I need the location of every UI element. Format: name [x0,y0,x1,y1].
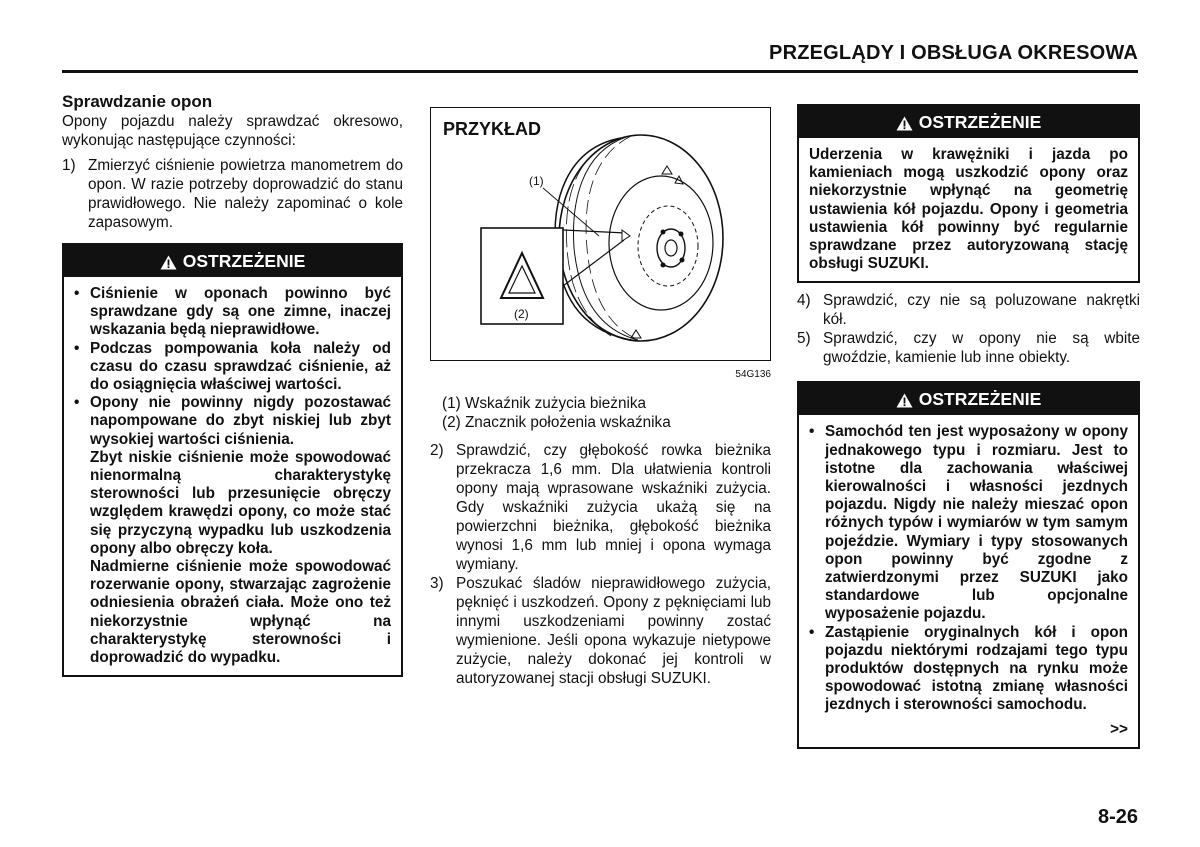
page-header-title: PRZEGLĄDY I OBSŁUGA OKRESOWA [769,42,1138,64]
step-text: Sprawdzić, czy nie są poluzowane nakrętki kół. [823,292,1140,329]
warning-box [797,104,1140,283]
warning-body [799,415,1138,746]
caption-item: (2) Znacznik położenia wskaźnika [442,414,671,431]
warning-bullet [74,340,391,395]
warning-bullet [809,423,1128,623]
step-text: Sprawdzić, czy głębokość rowka bieżnika przekracza 1,6 mm. Dla ułatwienia kontroli opony mają wprasowane wskaźniki zużycia. Gdy wskaźniki zużycia ukażą się na powierzchni bieżnika, głębokość bieżnika wynosi 1,6 mm lub mniej i opona wymaga wymiany. [456,442,771,573]
bullet-text: Podczas pompowania koła należy od czasu do czasu sprawdzać ciśnienie, aż do osiągnięcia właściwej wartości. [90,339,391,394]
step-text: Zmierzyć ciśnienie powietrza manometrem do opon. W razie potrzeby doprowadzić do stanu prawidłowego. Nie należy zapominać o kole zapasowym. [88,157,403,231]
page-number: 8-26 [1097,806,1138,828]
bullet-text: Zastąpienie oryginalnych kół i opon pojazdu niektórymi rodzajami tego typu produktów dostępnych na rynku może spowodować istotną zmianę własności jezdnych i sterowności samochodu. [825,623,1128,714]
column-left [62,92,403,677]
warning-triangle-icon [896,393,913,408]
callout-1-label: (1) [529,174,544,188]
bullet-text: Samochód ten jest wyposażony w opony jednakowego typu i rozmiaru. Jest to istotne dla zachowania właściwej kierowalności i własności jezdnych pojazdu. Nigdy nie należy mieszać opon różnych typów i wymiarów w tym samym pojeździe. Wymiary i typy stosowanych opon powinny być zgodne z zatwierdzonymi przez SUZUKI jako standardowe lub opcjonalne wyposażenie pojazdu. [825,423,1128,623]
step-item [62,156,403,232]
step-text: Poszukać śladów nieprawidłowego zużycia, pęknięć i uszkodzeń. Opony z pęknięciami lub innymi uszkodzeniami powinny zostać wymienione. Jeśli opona wykazuje nietypowe zużycie, należy dokonać jej kontroli w autoryzowanej stacji obsługi SUZUKI. [456,575,771,687]
warning-bullet [74,285,391,340]
step-number: 3) [430,575,444,592]
step-number: 4) [797,292,811,310]
bullet-dot: • [809,623,815,641]
step-item [430,441,771,574]
warning-heading: OSTRZEŻENIE [918,112,1042,132]
warning-body [64,277,401,675]
tire-illustration [431,108,770,358]
figure-code: 54G136 [735,369,771,380]
section-intro: Opony pojazdu należy sprawdzać okresowo, wykonując następujące czynności: [62,113,403,149]
callout-2-label: (2) [514,307,529,321]
bullet-text: Nadmierne ciśnienie może spowodować rozerwanie opony, stwarzając zagrożenie odniesienia obrażeń ciała. Może ono też niekorzystnie wpłynąć na charakterystykę sterowności i doprowadzić do wypadku. [90,558,391,667]
bullet-text: Ciśnienie w oponach powinno być sprawdzane gdy są one zimne, inaczej wskazania będą nieprawidłowe. [90,285,391,339]
warning-heading: OSTRZEŻENIE [182,251,306,271]
warning-triangle-icon [160,255,177,270]
figure-captions [442,394,771,432]
bullet-dot: • [809,423,815,441]
warning-header [799,106,1138,138]
warning-box [62,243,403,677]
column-middle [430,92,771,688]
step-text: Sprawdzić, czy w opony nie są wbite gwoździe, kamienie lub inne obiekty. [823,330,1140,367]
warning-triangle-icon [896,116,913,131]
step-number: 5) [797,330,811,348]
bullet-text: Zbyt niskie ciśnienie może spowodować nienormalną charakterystykę sterowności lub przesunięcie obręczy względem krawędzi opony, co może stać się przyczyną wypadku lub uszkodzenia opony albo obręczy koła. [90,448,391,557]
caption-item: (1) Wskaźnik zużycia bieżnika [442,395,647,412]
header-rule [62,70,1138,73]
column-right [797,104,1140,749]
tire-figure [430,107,771,361]
bullet-dot: • [74,339,80,357]
step-item [797,329,1140,367]
figure-label: PRZYKŁAD [443,119,541,139]
bullet-dot: • [74,285,80,302]
warning-bullet [809,624,1128,715]
step-item [797,291,1140,329]
warning-header [799,383,1138,415]
section-title: Sprawdzanie opon [62,92,213,111]
warning-body: Uderzenia w krawężniki i jazda po kamieniach mogą uszkodzić opony oraz niekorzystnie wpłynąć na geometrię ustawienia kół pojazdu. Opony i geometria ustawienia kół powinny być regularnie sprawdzane przez autoryzowaną stację obsługi SUZUKI. [809,146,1128,273]
continued-marker: >> [1110,720,1128,738]
step-number: 1) [62,157,76,174]
bullet-dot: • [74,394,80,412]
warning-header [64,245,401,277]
warning-box [797,381,1140,748]
step-number: 2) [430,442,444,459]
bullet-text: Opony nie powinny nigdy pozostawać napompowane do zbyt niskiej lub zbyt wysokiej wartości ciśnienia. [90,394,391,448]
step-item [430,574,771,688]
warning-bullet [74,394,391,667]
warning-heading: OSTRZEŻENIE [918,389,1042,410]
